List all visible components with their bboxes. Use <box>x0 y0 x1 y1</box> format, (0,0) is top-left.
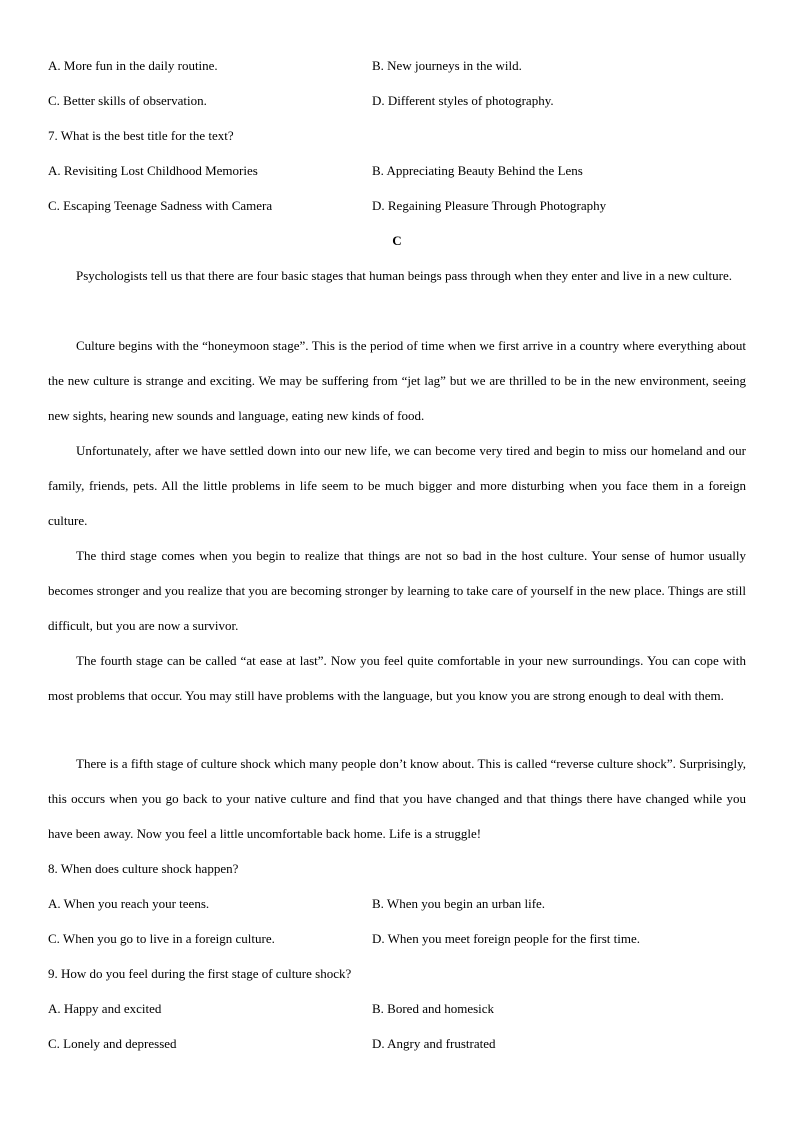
q7-option-c: C. Escaping Teenage Sadness with Camera <box>48 198 273 213</box>
q8-option-d: D. When you meet foreign people for the first time. <box>372 931 640 946</box>
q6-option-d: D. Different styles of photography. <box>372 93 554 108</box>
passage-paragraph-2: Culture begins with the “honeymoon stage”. This is the period of time when we first arrive in a country where everything about the new culture is strange and exciting. We may be suffering from “jet lag” but we are thrilled to be in the new environment, seeing new sights, hearing new sounds and language, eating new kinds of food. <box>48 338 746 423</box>
passage-paragraph-1: Psychologists tell us that there are four basic stages that human beings pass through when they enter and live in a new culture. <box>76 268 732 283</box>
q8-question: 8. When does culture shock happen? <box>48 861 239 876</box>
passage-paragraph-6: There is a fifth stage of culture shock which many people don’t know about. This is called “reverse culture shock”. Surprisingly, this occurs when you go back to your native culture and find that you have changed and that things there have changed while you have been away. Now you feel a little uncomfortable back home. Life is a struggle! <box>48 756 746 841</box>
q9-question: 9. How do you feel during the first stage of culture shock? <box>48 966 352 981</box>
q7-option-d: D. Regaining Pleasure Through Photography <box>372 198 607 213</box>
q6-option-b: B. New journeys in the wild. <box>372 58 522 73</box>
q8-option-b: B. When you begin an urban life. <box>372 896 546 911</box>
q6-option-a: A. More fun in the daily routine. <box>48 58 218 73</box>
q7-option-a: A. Revisiting Lost Childhood Memories <box>48 163 258 178</box>
q6-option-c: C. Better skills of observation. <box>48 93 207 108</box>
q9-option-b: B. Bored and homesick <box>372 1001 495 1016</box>
passage-paragraph-4: The third stage comes when you begin to realize that things are not so bad in the host culture. Your sense of humor usually becomes stronger and you realize that you are becoming stronger by learning to take care of yourself in the new place. Things are still difficult, but you are now a survivor. <box>48 548 746 633</box>
q8-option-a: A. When you reach your teens. <box>48 896 210 911</box>
q9-option-a: A. Happy and excited <box>48 1001 162 1016</box>
section-heading: C <box>392 233 402 248</box>
q8-option-c: C. When you go to live in a foreign culture. <box>48 931 275 946</box>
q9-option-d: D. Angry and frustrated <box>372 1036 496 1051</box>
q7-question: 7. What is the best title for the text? <box>48 128 234 143</box>
passage-paragraph-5: The fourth stage can be called “at ease at last”. Now you feel quite comfortable in your new surroundings. You can cope with most problems that occur. You may still have problems with the language, but you know you are strong enough to deal with them. <box>48 653 746 703</box>
passage-paragraph-3: Unfortunately, after we have settled down into our new life, we can become very tired and begin to miss our homeland and our family, friends, pets. All the little problems in life seem to be much bigger and more disturbing when you face them in a foreign culture. <box>48 443 746 528</box>
q7-option-b: B. Appreciating Beauty Behind the Lens <box>372 163 583 178</box>
q9-option-c: C. Lonely and depressed <box>48 1036 177 1051</box>
